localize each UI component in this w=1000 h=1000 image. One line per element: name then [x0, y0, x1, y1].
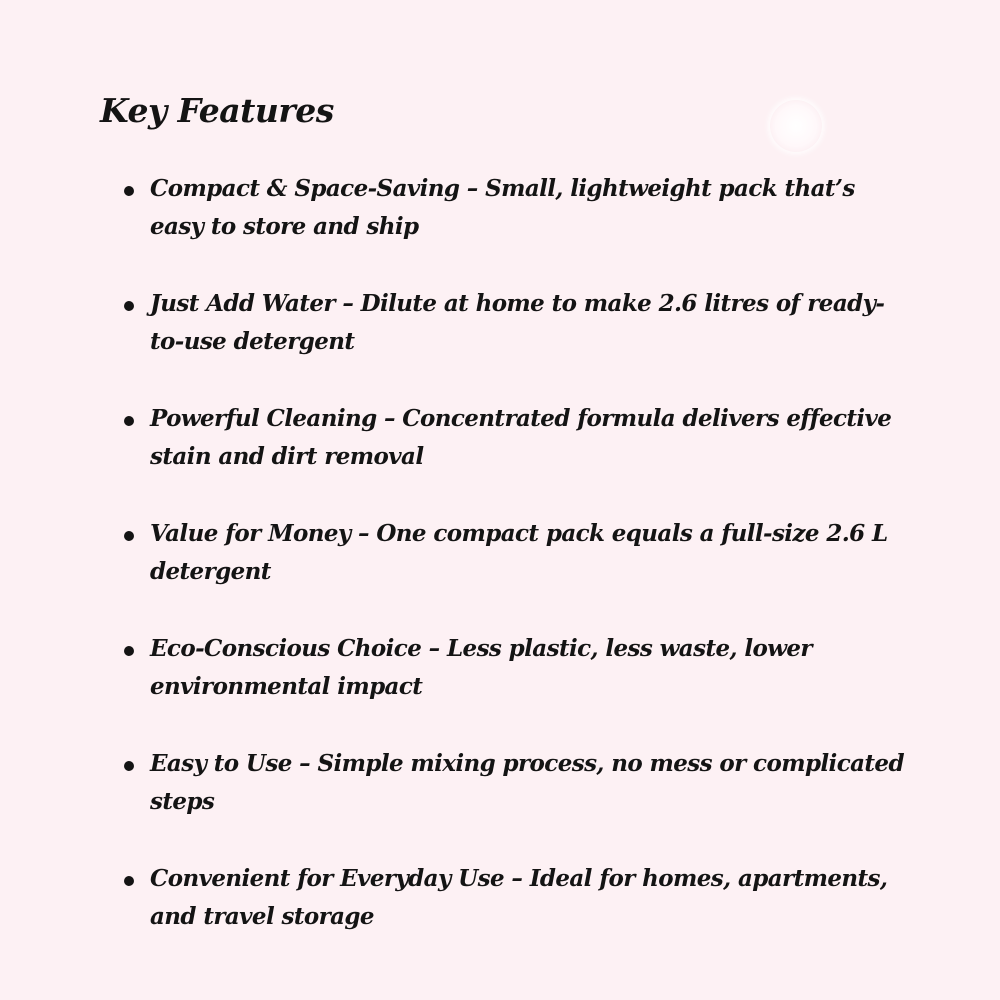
- feature-item-compact: [120, 170, 910, 285]
- feature-text: Convenient for Everyday Use – Ideal for homes, apartments, and travel storage: [150, 865, 888, 930]
- light-glare-decoration: [770, 100, 822, 152]
- feature-text: Value for Money – One compact pack equals a full-size 2.6 L detergent: [150, 520, 888, 585]
- bullet-icon: [124, 186, 134, 196]
- feature-item-easy-to-use: [120, 745, 910, 860]
- bullet-icon: [124, 416, 134, 426]
- bullet-icon: [124, 646, 134, 656]
- feature-text: Compact & Space-Saving – Small, lightweight pack that’s easy to store and ship: [150, 175, 855, 240]
- feature-item-just-add-water: [120, 285, 910, 400]
- feature-list: [120, 170, 910, 975]
- feature-text: Powerful Cleaning – Concentrated formula delivers effective stain and dirt removal: [150, 405, 892, 470]
- feature-text: Eco-Conscious Choice – Less plastic, less waste, lower environmental impact: [150, 635, 812, 700]
- feature-item-value-for-money: [120, 515, 910, 630]
- feature-text: Easy to Use – Simple mixing process, no mess or complicated steps: [150, 750, 904, 815]
- feature-text: Just Add Water – Dilute at home to make 2.6 litres of ready-to-use detergent: [150, 290, 885, 355]
- feature-item-eco-conscious: [120, 630, 910, 745]
- bullet-icon: [124, 531, 134, 541]
- feature-item-everyday-use: [120, 860, 910, 975]
- bullet-icon: [124, 301, 134, 311]
- bullet-icon: [124, 876, 134, 886]
- page-title: Key Features: [100, 91, 334, 130]
- bullet-icon: [124, 761, 134, 771]
- feature-item-powerful-cleaning: [120, 400, 910, 515]
